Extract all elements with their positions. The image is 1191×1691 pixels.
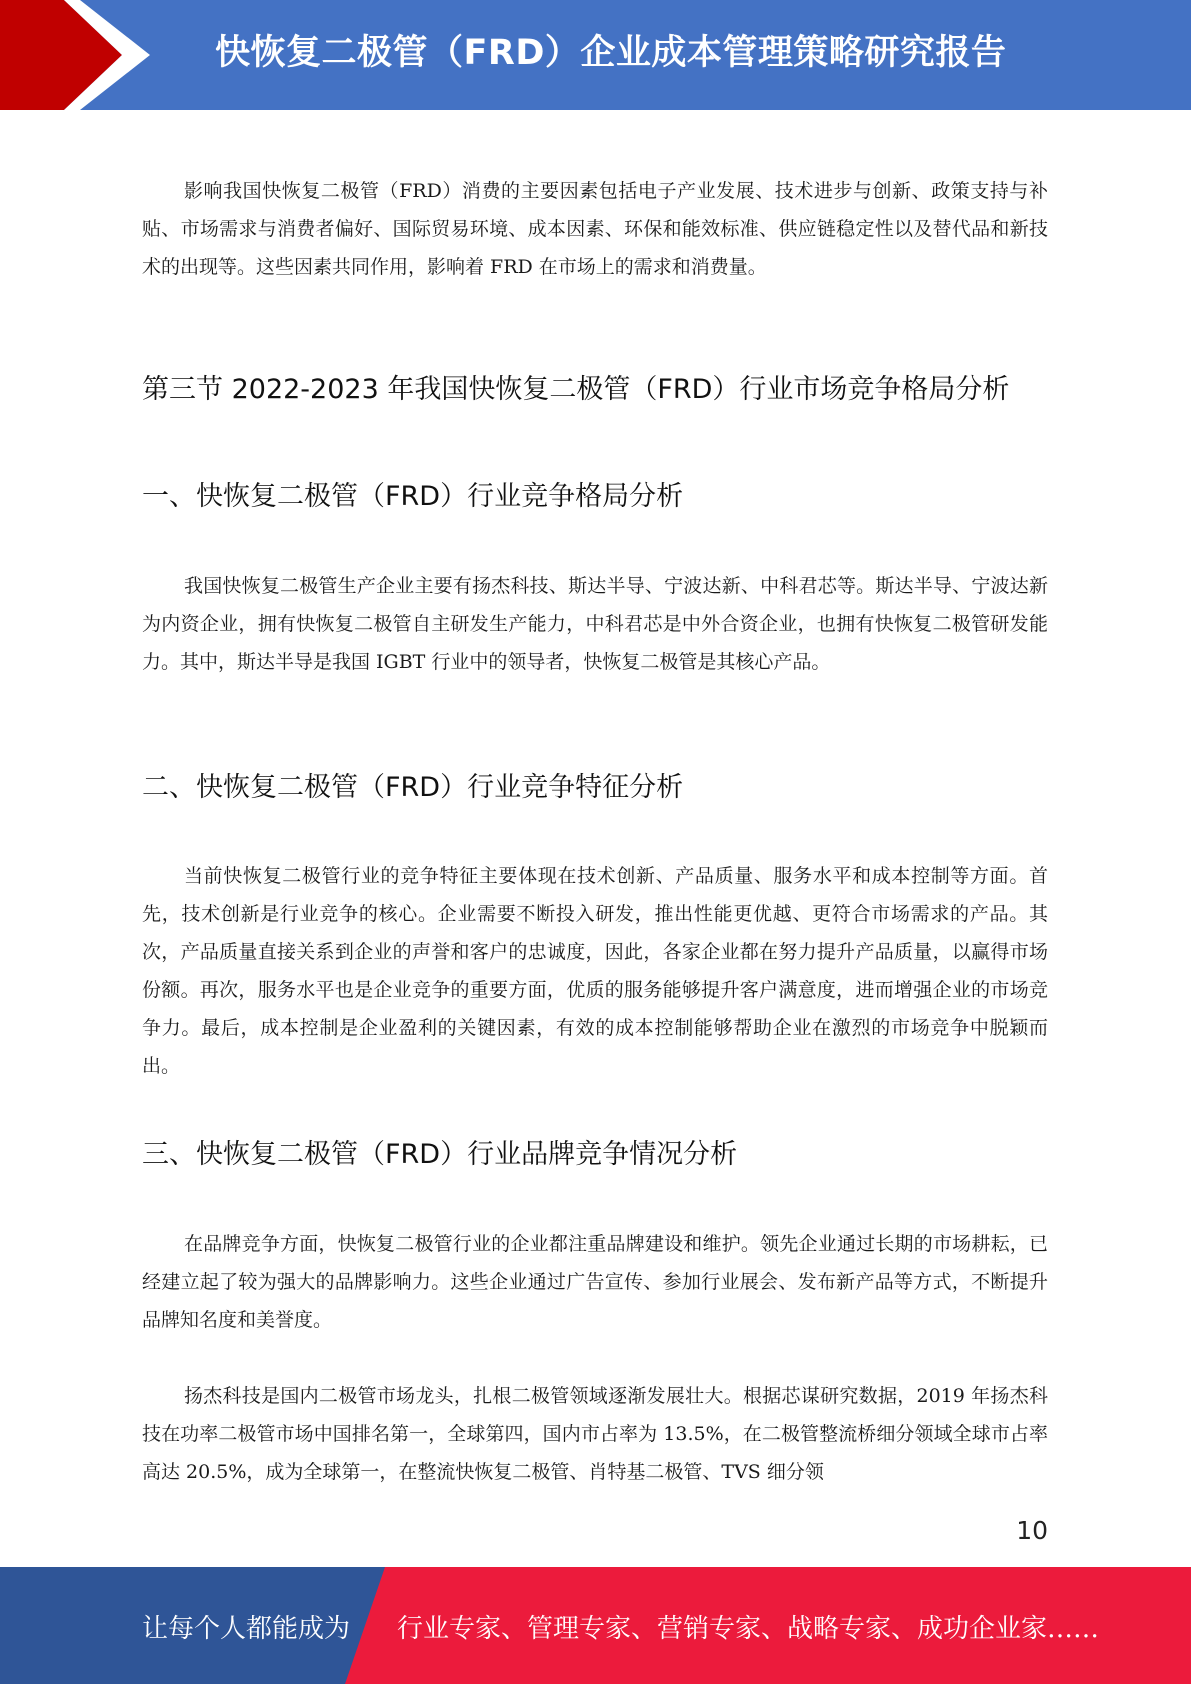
footer-slogan-left: 让每个人都能成为: [142, 1614, 351, 1644]
red-chevron-decoration: [0, 0, 150, 110]
subsection-title-brand-competition: 三、快恢复二极管（FRD）行业品牌竞争情况分析: [142, 1139, 738, 1170]
intro-paragraph: 影响我国快恢复二极管（FRD）消费的主要因素包括电子产业发展、技术进步与创新、政策支持与补贴、市场需求与消费者偏好、国际贸易环境、成本因素、环保和能效标准、供应链稳定性以及替代品和新技术的出现等。这些因素共同作用，影响着 FRD 在市场上的需求和消费量。: [142, 180, 1048, 278]
paragraph-competition-features: 当前快恢复二极管行业的竞争特征主要体现在技术创新、产品质量、服务水平和成本控制等方面。首先，技术创新是行业竞争的核心。企业需要不断投入研发，推出性能更优越、更符合市场需求的产品。其次，产品质量直接关系到企业的声誉和客户的忠诚度，因此，各家企业都在努力提升产品质量，以赢得市场份额。再次，服务水平也是企业竞争的重要方面，优质的服务能够提升客户满意度，进而增强企业的市场竞争力。最后，成本控制是企业盈利的关键因素，有效的成本控制能够帮助企业在激烈的市场竞争中脱颖而出。: [142, 865, 1048, 1077]
paragraph-yangjie-technology: 扬杰科技是国内二极管市场龙头，扎根二极管领域逐渐发展壮大。根据芯谋研究数据，2019 年扬杰科技在功率二极管市场中国排名第一，全球第四，国内市占率为 13.5%，在二极管整流桥细分领域全球市占率高达 20.5%，成为全球第一，在整流快恢复二极管、肖特基二极管、TVS 细分领: [142, 1385, 1048, 1483]
footer-slogan-right: 行业专家、管理专家、营销专家、战略专家、成功企业家……: [397, 1614, 1100, 1644]
header-banner: [0, 0, 1191, 110]
report-title: 快恢复二极管（FRD）企业成本管理策略研究报告: [215, 33, 1007, 73]
subsection-title-competition-pattern: 一、快恢复二极管（FRD）行业竞争格局分析: [142, 481, 684, 512]
subsection-title-competition-features: 二、快恢复二极管（FRD）行业竞争特征分析: [142, 772, 684, 803]
paragraph-brand-competition: 在品牌竞争方面，快恢复二极管行业的企业都注重品牌建设和维护。领先企业通过长期的市场耕耘，已经建立起了较为强大的品牌影响力。这些企业通过广告宣传、参加行业展会、发布新产品等方式，不断提升品牌知名度和美誉度。: [142, 1233, 1048, 1331]
footer-banner: [0, 1567, 1191, 1684]
page-number: 10: [1016, 1516, 1048, 1545]
section-title: 第三节 2022-2023 年我国快恢复二极管（FRD）行业市场竞争格局分析: [142, 374, 1010, 405]
paragraph-competition-pattern: 我国快恢复二极管生产企业主要有扬杰科技、斯达半导、宁波达新、中科君芯等。斯达半导、宁波达新为内资企业，拥有快恢复二极管自主研发生产能力，中科君芯是中外合资企业，也拥有快恢复二极管研发能力。其中，斯达半导是我国 IGBT 行业中的领导者，快恢复二极管是其核心产品。: [142, 575, 1048, 673]
